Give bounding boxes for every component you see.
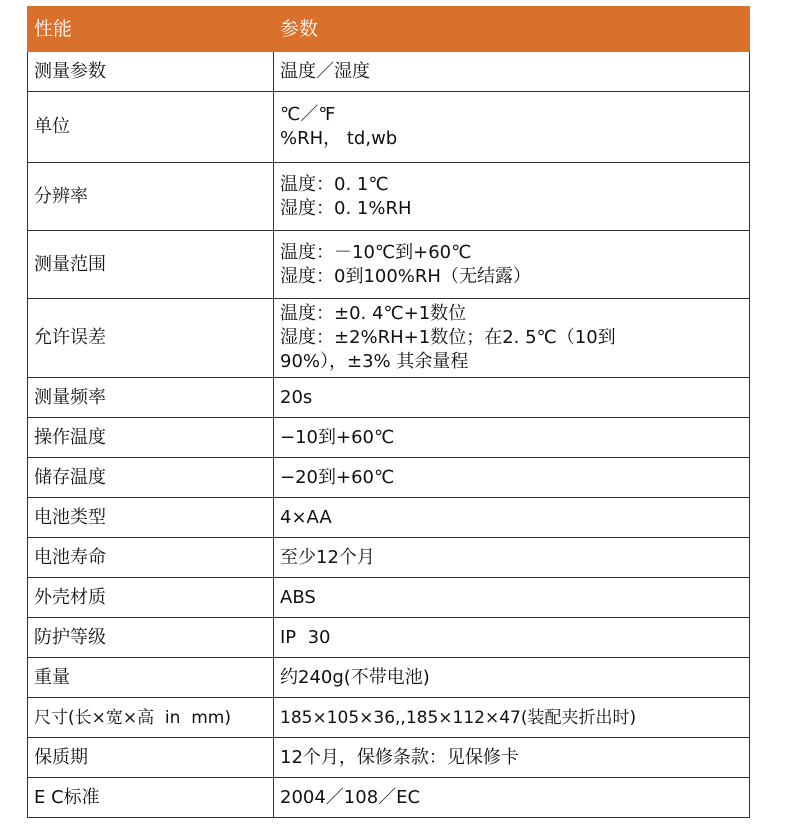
table-row — [28, 163, 750, 231]
table-row — [28, 698, 750, 738]
row-label: 电池寿命 — [28, 538, 274, 578]
value-line: 约240g(不带电池) — [280, 666, 430, 688]
value-line: 12个月，保修条款：见保修卡 — [280, 746, 519, 768]
value-line: 温度：±0. 4℃+1数位 — [280, 303, 467, 324]
row-label: 允许误差 — [28, 299, 274, 378]
table-row — [28, 378, 750, 418]
row-value — [274, 658, 750, 698]
row-label: 防护等级 — [28, 618, 274, 658]
row-value — [274, 698, 750, 738]
header-parameters: 参数 — [274, 7, 750, 52]
row-value — [274, 92, 750, 163]
row-label: 外壳材质 — [28, 578, 274, 618]
row-value — [274, 618, 750, 658]
row-label: 重量 — [28, 658, 274, 698]
table-row — [28, 658, 750, 698]
row-label: 电池类型 — [28, 498, 274, 538]
row-value — [274, 738, 750, 778]
row-value — [274, 578, 750, 618]
value-line: ℃／℉ — [280, 104, 336, 125]
header-performance: 性能 — [28, 7, 274, 52]
row-label: 测量参数 — [28, 52, 274, 92]
table-row — [28, 458, 750, 498]
row-value — [274, 163, 750, 231]
row-value — [274, 778, 750, 818]
value-line: 湿度：0. 1%RH — [280, 197, 412, 219]
row-label: E C标准 — [28, 778, 274, 818]
value-line: 90%），±3% 其余量程 — [280, 351, 469, 372]
value-line: 至少12个月 — [280, 546, 375, 568]
row-label: 储存温度 — [28, 458, 274, 498]
row-value — [274, 52, 750, 92]
row-value — [274, 538, 750, 578]
value-line: 20s — [280, 386, 313, 408]
value-line: 温度：0. 1℃ — [280, 173, 389, 195]
value-line: ABS — [280, 586, 316, 608]
value-line: −20到+60℃ — [280, 466, 395, 488]
row-label: 尺寸(长×宽×高 in mm) — [28, 698, 274, 738]
row-value — [274, 231, 750, 299]
value-line: 湿度：0到100%RH（无结露） — [280, 265, 531, 287]
value-line: 湿度：±2%RH+1数位；在2. 5℃（10到 — [280, 327, 616, 348]
value-line: %RH， td,wb — [280, 128, 398, 149]
row-label: 分辨率 — [28, 163, 274, 231]
row-label: 单位 — [28, 92, 274, 163]
value-line: 4×AA — [280, 506, 332, 528]
row-label: 操作温度 — [28, 418, 274, 458]
table-row — [28, 52, 750, 92]
table-row — [28, 738, 750, 778]
row-label: 测量频率 — [28, 378, 274, 418]
row-value — [274, 498, 750, 538]
header-row — [28, 7, 750, 52]
value-line: 185×105×36,,185×112×47(装配夹折出时) — [280, 707, 637, 728]
spec-table — [27, 6, 750, 818]
table-row — [28, 618, 750, 658]
table-row — [28, 299, 750, 378]
value-line: IP 30 — [280, 626, 331, 648]
row-value — [274, 299, 750, 378]
table-row — [28, 778, 750, 818]
value-line: 2004／108／EC — [280, 786, 421, 808]
table-row — [28, 578, 750, 618]
row-value — [274, 418, 750, 458]
value-line: 温度／湿度 — [280, 60, 370, 82]
value-line: −10到+60℃ — [280, 426, 395, 448]
table-row — [28, 418, 750, 458]
table-row — [28, 231, 750, 299]
table-row — [28, 538, 750, 578]
value-line: 温度：－10℃到+60℃ — [280, 241, 472, 263]
row-value — [274, 458, 750, 498]
row-label: 保质期 — [28, 738, 274, 778]
table-row — [28, 498, 750, 538]
row-label: 测量范围 — [28, 231, 274, 299]
row-value — [274, 378, 750, 418]
table-row — [28, 92, 750, 163]
